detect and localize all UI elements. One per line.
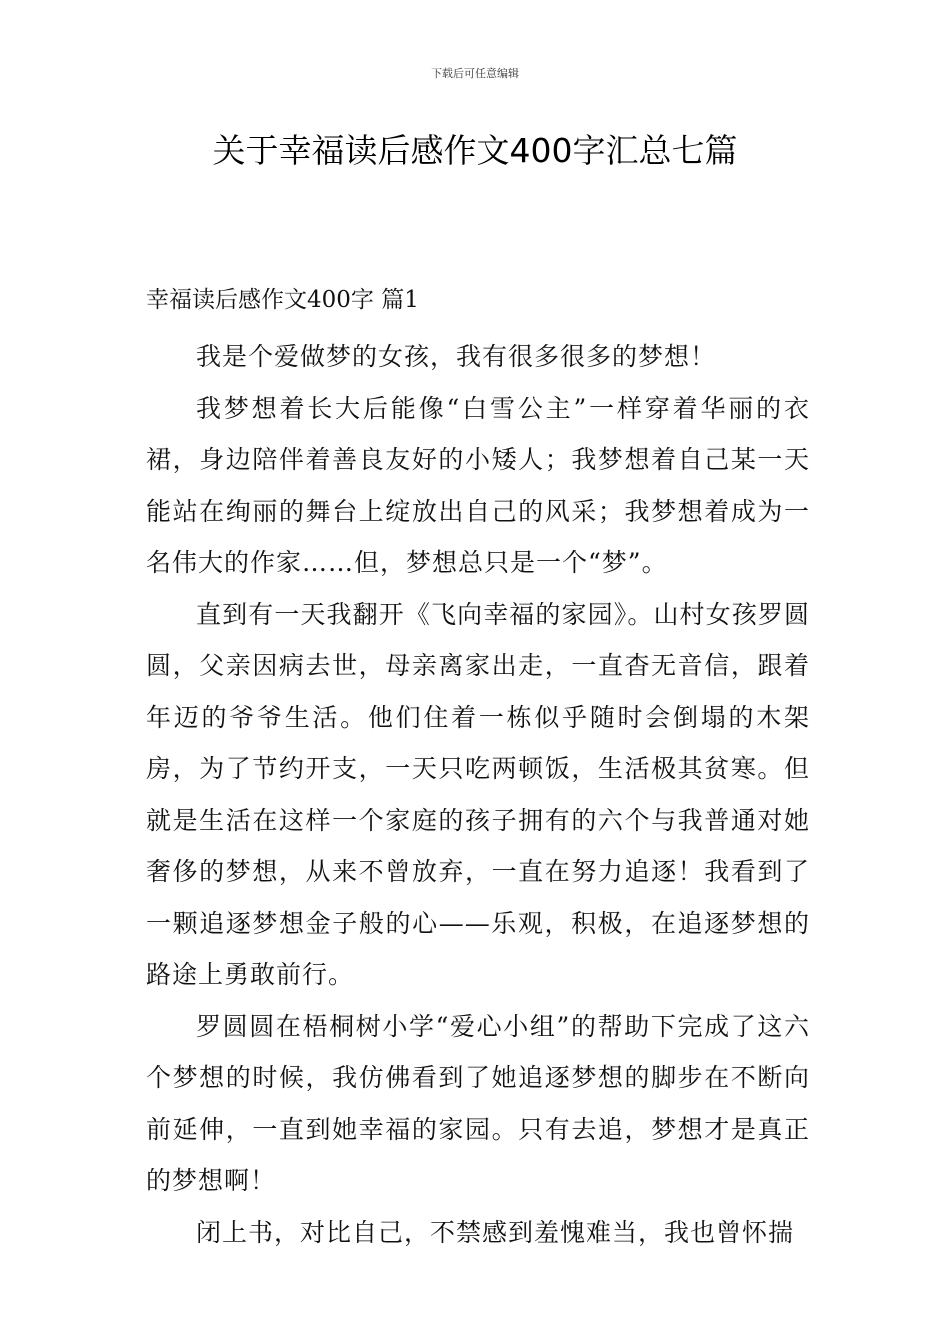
paragraph: 闭上书，对比自己，不禁感到羞愧难当，我也曾怀揣 xyxy=(196,1217,795,1247)
paragraph: 我是个爱做梦的女孩，我有很多很多的梦想！ xyxy=(196,342,717,371)
body-text xyxy=(146,331,810,1258)
section-heading: 幸福读后感作文400字 篇1 xyxy=(146,287,419,313)
document-title: 关于幸福读后感作文400字汇总七篇 xyxy=(212,131,738,170)
paragraph: 罗圆圆在梧桐树小学“爱心小组”的帮助下完成了这六个梦想的时候，我仿佛看到了她追逐梦想的脚步在不断向前延伸，一直到她幸福的家园。只有去追，梦想才是真正的梦想啊！ xyxy=(146,1011,810,1195)
paragraph: 我梦想着长大后能像“白雪公主”一样穿着华丽的衣裙，身边陪伴着善良友好的小矮人；我梦想着自己某一天能站在绚丽的舞台上绽放出自己的风采；我梦想着成为一名伟大的作家……但，梦想总只是一个“梦”。 xyxy=(146,393,810,577)
paragraph: 直到有一天我翻开《飞向幸福的家园》。山村女孩罗圆圆，父亲因病去世，母亲离家出走，一直杳无音信，跟着年迈的爷爷生活。他们住着一栋似乎随时会倒塌的木架房，为了节约开支，一天只吃两顿饭，生活极其贫寒。但就是生活在这样一个家庭的孩子拥有的六个与我普通对她奢侈的梦想，从来不曾放弃，一直在努力追逐！我看到了一颗追逐梦想金子般的心——乐观，积极，在追逐梦想的路途上勇敢前行。 xyxy=(146,599,810,989)
header-note: 下载后可任意编辑 xyxy=(431,67,519,80)
